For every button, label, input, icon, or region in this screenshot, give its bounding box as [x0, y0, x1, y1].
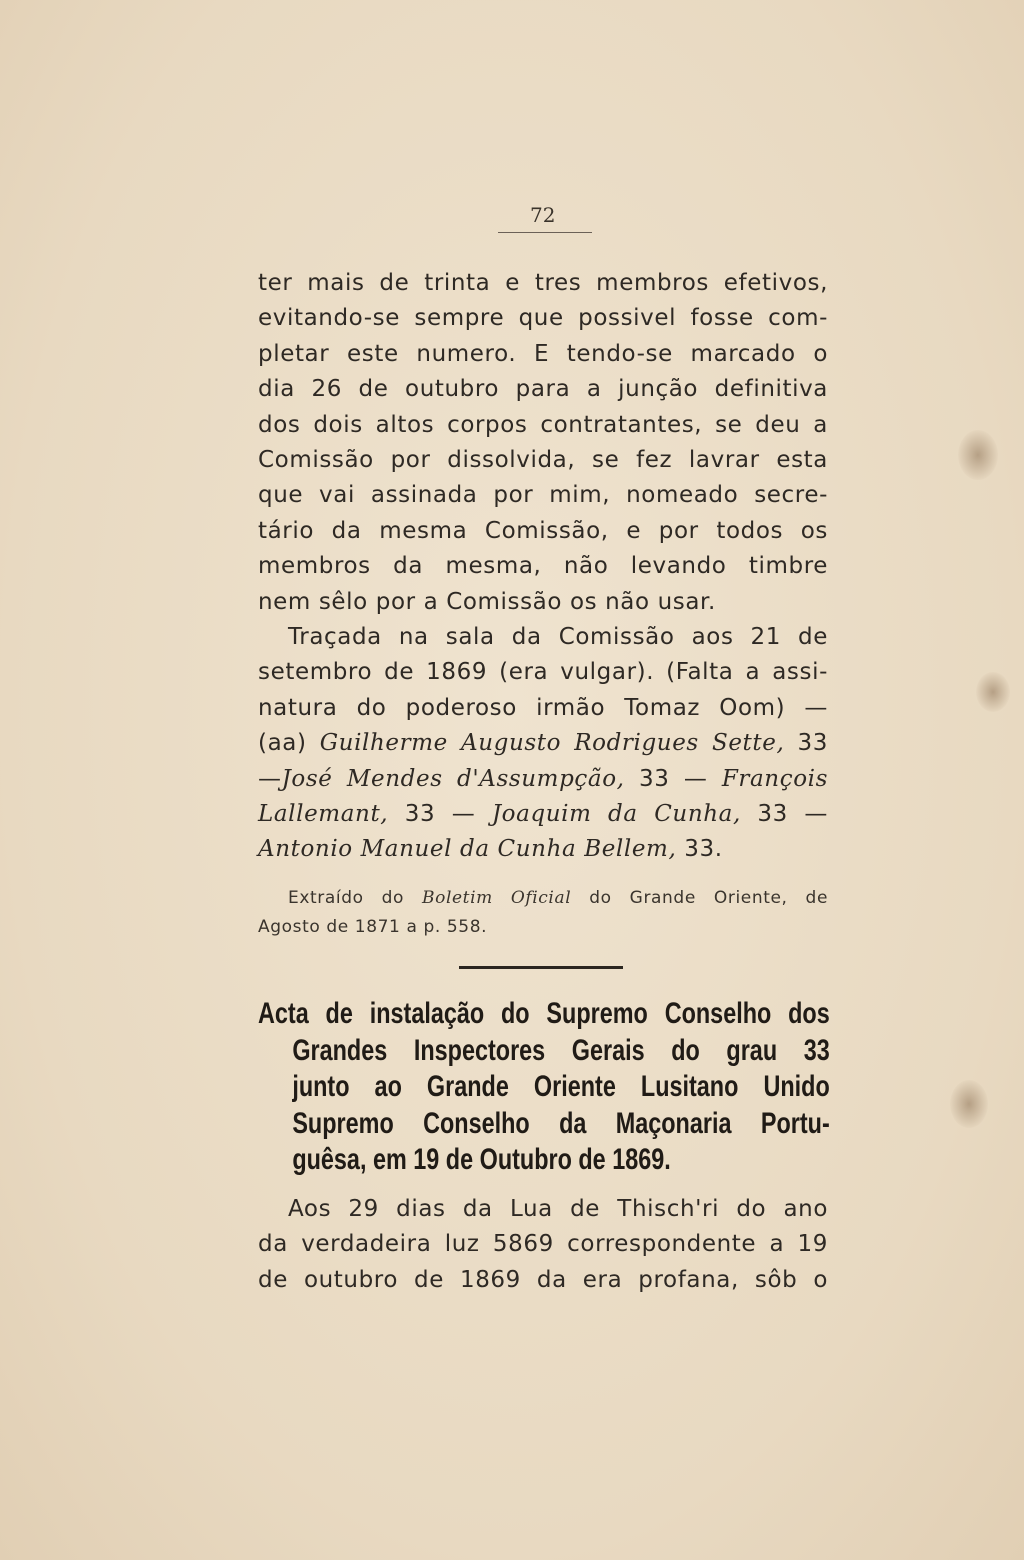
section-heading — [258, 996, 830, 1179]
signatory-name: José Mendes d'Assumpção, — [281, 765, 625, 792]
signature-line — [258, 832, 828, 867]
text-line: dos dois altos corpos contratantes, se deu a — [258, 411, 828, 438]
text-line: Traçada na sala da Comissão aos 21 de — [288, 624, 828, 650]
signatory-name: Lallemant, — [258, 801, 389, 828]
heading-line: guêsa, em 19 de Outubro de 1869. — [292, 1143, 671, 1176]
signatory-name: Antonio Manuel da Cunha Bellem, — [258, 836, 677, 863]
dash: — — [258, 765, 282, 792]
paragraph-2 — [258, 620, 828, 868]
heading-line: junto ao Grande Oriente Lusitano Unido — [292, 1070, 830, 1103]
page-number-rule — [498, 232, 592, 233]
text-line: tário da mesma Comissão, e por todos os — [258, 517, 828, 544]
signatory-degree: 33 — [784, 730, 828, 757]
heading-line: Grandes Inspectores Gerais do grau 33 — [292, 1033, 830, 1067]
footnote-text: do Grande Oriente, de — [571, 888, 829, 908]
footnote — [258, 884, 828, 942]
text-line: Comissão por dissolvida, se fez lavrar esta — [258, 447, 828, 474]
signatory-degree: 33 — — [388, 801, 492, 828]
text-line: pletar este numero. E tendo-se marcado o — [258, 340, 828, 367]
footnote-source-title: Boletim Oficial — [422, 888, 572, 908]
text-line: de outubro de 1869 da era profana, sôb o — [258, 1266, 828, 1293]
paper-stain — [950, 1080, 988, 1128]
signatory-degree: 33 — — [624, 765, 722, 792]
footnote-line — [258, 884, 828, 913]
heading-line: Supremo Conselho da Maçonaria Portu- — [292, 1106, 830, 1140]
text-line: ter mais de trinta e tres membros efetivos, — [258, 270, 828, 296]
footnote-line: Agosto de 1871 a p. 558. — [258, 917, 488, 937]
text-line: da verdadeira luz 5869 correspondente a 19 — [258, 1231, 828, 1258]
paper-stain — [958, 430, 998, 480]
page-number: 72 — [530, 203, 556, 227]
section-separator — [459, 966, 623, 969]
paragraph-1 — [258, 266, 828, 620]
text-line: setembro de 1869 (era vulgar). (Falta a assi- — [258, 659, 828, 686]
paper-stain — [976, 672, 1010, 712]
signature-prefix: (aa) — [258, 730, 320, 757]
paragraph-3 — [258, 1192, 828, 1298]
text-line: natura do poderoso irmão Tomaz Oom) — — [258, 694, 828, 721]
signatory-degree: 33. — [676, 836, 723, 863]
text-line: evitando-se sempre que possivel fosse com- — [258, 305, 828, 332]
text-line: dia 26 de outubro para a junção definitiva — [258, 376, 828, 403]
heading-line: Acta de instalação do Supremo Conselho dos — [258, 997, 830, 1030]
text-line: Aos 29 dias da Lua de Thisch'ri do ano — [288, 1196, 828, 1222]
text-line: que vai assinada por mim, nomeado secre- — [258, 482, 828, 509]
text-line: membros da mesma, não levando timbre — [258, 553, 828, 580]
footnote-text: Extraído do — [288, 888, 423, 908]
signature-line — [258, 797, 828, 832]
signature-line — [258, 762, 828, 797]
signatory-degree: 33 — — [740, 801, 828, 828]
signatory-name: Guilherme Augusto Rodrigues Sette, — [319, 730, 785, 757]
signature-line — [258, 726, 828, 761]
signatory-name: Joaquim da Cunha, — [491, 801, 741, 828]
signatory-name: François — [721, 765, 828, 792]
text-line: nem sêlo por a Comissão os não usar. — [258, 588, 716, 615]
